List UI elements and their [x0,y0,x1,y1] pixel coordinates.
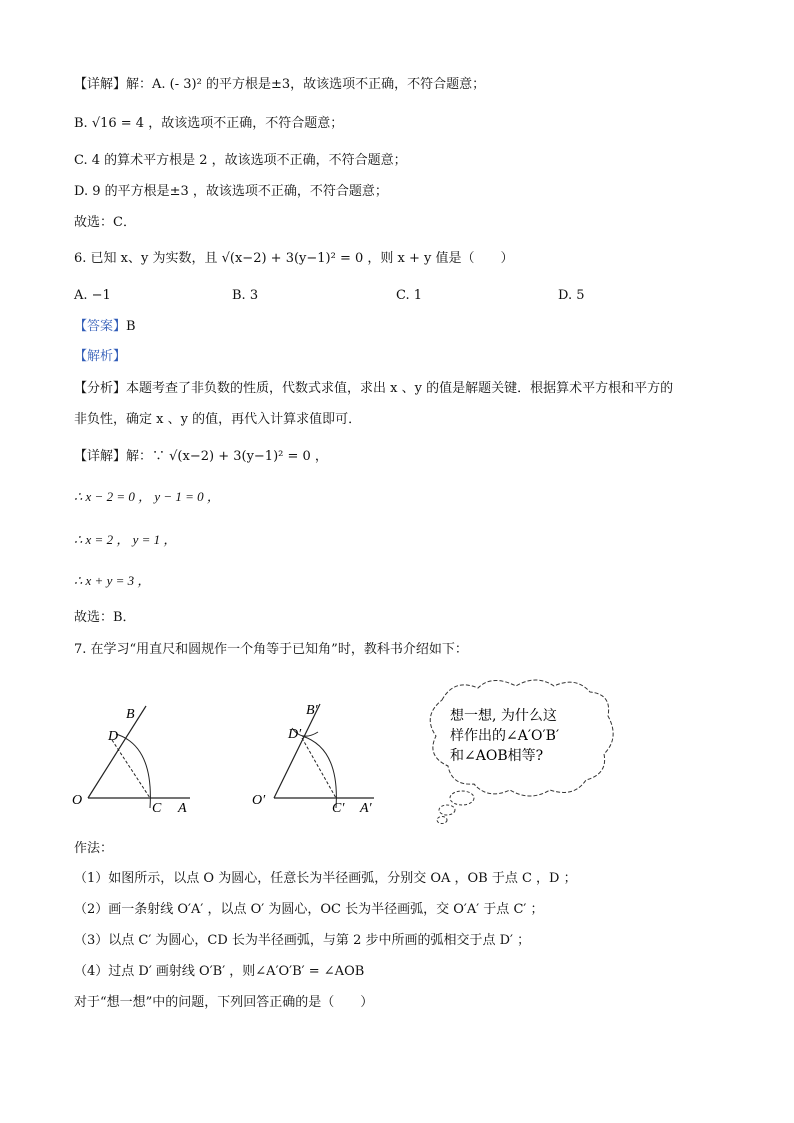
label-o: O [72,793,83,808]
label-d: D [108,729,119,744]
question-7-prompt: 对于“想一想”中的问题，下列回答正确的是（ ） [74,995,374,1010]
q6-conclusion: 故选：B． [74,610,136,625]
label-b: B [126,707,135,722]
label-d-prime: D′ [288,727,302,742]
figure-left [72,706,190,816]
thought-bubble [430,680,613,824]
question-7-stem: 7. 在学习“用直尺和圆规作一个角等于已知角”时，教科书介绍如下： [74,642,468,657]
q6-step-2: ∴ x = 2 ， y = 1 ， [74,532,177,547]
method-step-4: （4）过点 D′ 画射线 O′B′ ，则∠A′O′B′ = ∠AOB [74,964,365,979]
q6-detail-line [74,448,328,466]
analysis-line-1 [74,380,673,398]
figure-right [252,703,374,816]
bubble-dot-1 [450,791,474,805]
ray-o-prime-b-prime [274,704,320,798]
detail-tag: 【详解】 [74,77,127,92]
label-c-prime: C′ [332,801,345,816]
q6-option-d: D. 5 [558,288,585,303]
analysis-line-2: 非负性，确定 x 、y 的值，再代入计算求值即可． [74,412,362,427]
q6-option-a: A. −1 [74,288,111,303]
answer-tag: 【答案】 [74,319,127,334]
method-step-2: （2）画一条射线 O′A′ ，以点 O′ 为圆心，OC 长为半径画弧，交 O′A′ 于点 C′ ； [74,902,544,917]
q6-step-3: ∴ x + y = 3 ， [74,573,151,588]
bubble-text-2: 样作出的∠A′O′B′ [450,728,560,744]
method-step-1: （1）如图所示，以点 O 为圆心，任意长为半径画弧，分别交 OA ，OB 于点 C ，D ； [74,871,577,886]
dashed-c-prime-d-prime [302,738,336,798]
bubble-text-3: 和∠AOB相等? [450,748,544,764]
q6-option-c: C. 1 [396,288,423,303]
dashed-cd [112,740,150,798]
detail-line-d: D. 9 的平方根是±3 ，故该选项不正确，不符合题意； [74,184,388,199]
analysis-tag: 【解析】 [74,349,127,364]
method-title: 作法： [74,841,114,856]
detail-a-text: 解：A. (- 3)² 的平方根是±3，故该选项不正确，不符合题意； [126,77,486,92]
label-a-prime: A′ [360,801,372,816]
detail-line-a [74,76,485,94]
detail-line-c: C. 4 的算术平方根是 2 ，故该选项不正确，不符合题意； [74,153,407,168]
q6-detail-text: 解：∵ √(x−2) + 3(y−1)² = 0 ， [126,449,328,464]
label-b-prime: B′ [306,703,318,718]
q6-option-b: B. 3 [232,288,259,303]
method-step-3: （3）以点 C′ 为圆心，CD 长为半径画弧，与第 2 步中所画的弧相交于点 D′ ； [74,933,531,948]
ray-ob [88,706,146,798]
analysis-tag-2: 【分析】 [74,381,127,396]
label-c: C [152,801,162,816]
q6-detail-tag: 【详解】 [74,449,127,464]
question-6-stem: 6. 已知 x、y 为实数，且 √(x−2) + 3(y−1)² = 0 ，则 x + y 值是（ ） [74,251,514,266]
bubble-dot-3 [437,817,447,824]
answer-line-5: 故选：C． [74,215,136,230]
label-a: A [178,801,187,816]
analysis-text-1: 本题考查了非负数的性质，代数式求值，求出 x 、y 的值是解题关键．根据算术平方根和平方的 [126,381,674,396]
construction-figure [64,676,624,826]
answer-value: B [126,319,136,334]
detail-line-b: B. √16 = 4 ，故该选项不正确，不符合题意； [74,116,344,131]
bubble-dot-2 [439,805,455,815]
q6-step-1: ∴ x − 2 = 0 ， y − 1 = 0 ， [74,489,220,504]
bubble-text-1: 想一想, 为什么这 [450,708,557,724]
q6-answer-line [74,318,136,336]
label-o-prime: O′ [252,793,266,808]
